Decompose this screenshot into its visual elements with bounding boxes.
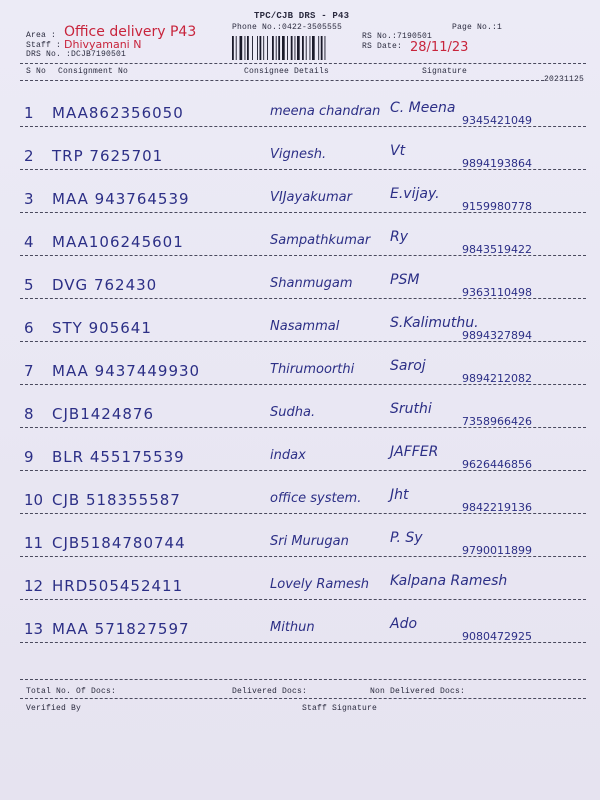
consignment-number: CJB 518355587	[52, 491, 181, 509]
row-divider	[20, 298, 586, 299]
date-stamp: 20231125	[544, 75, 585, 84]
row-divider	[20, 341, 586, 342]
delivery-row	[0, 268, 600, 308]
consignment-number: MAA 943764539	[52, 190, 190, 208]
recipient-signature: Vt	[390, 143, 406, 159]
consignee-name: Nasammal	[270, 319, 340, 334]
delivery-row	[0, 397, 600, 437]
column-sno: S No	[26, 67, 47, 76]
recipient-signature: Sruthi	[390, 401, 432, 417]
footer-divider-top	[20, 679, 586, 680]
recipient-signature: PSM	[390, 272, 420, 288]
row-divider	[20, 126, 586, 127]
serial-number: 12	[24, 577, 44, 595]
recipient-phone: 9894327894	[462, 329, 532, 342]
recipient-phone: 9894193864	[462, 157, 532, 170]
row-divider	[20, 169, 586, 170]
drs-number: DRS No. :DCJB7190501	[26, 50, 127, 59]
consignment-number: MAA 571827597	[52, 620, 190, 638]
consignment-number: CJB5184780744	[52, 534, 186, 552]
consignee-name: Sampathkumar	[270, 233, 371, 248]
consignee-name: Vignesh.	[270, 147, 327, 162]
recipient-signature: P. Sy	[390, 530, 423, 546]
recipient-phone: 9363110498	[462, 286, 532, 299]
recipient-phone: 9080472925	[462, 630, 532, 643]
delivery-row	[0, 96, 600, 136]
consignment-number: MAA 9437449930	[52, 362, 201, 380]
row-divider	[20, 556, 586, 557]
serial-number: 10	[24, 491, 44, 509]
delivery-row	[0, 612, 600, 652]
consignee-name: office system.	[270, 491, 362, 506]
recipient-phone: 9159980778	[462, 200, 532, 213]
sheet-title: TPC/CJB DRS - P43	[254, 11, 350, 21]
consignment-number: HRD505452411	[52, 577, 184, 595]
recipient-signature: C. Meena	[390, 100, 456, 116]
phone-number: Phone No.:0422-3505555	[232, 23, 343, 32]
consignee-name: meena chandran	[270, 104, 381, 119]
recipient-signature: E.vijay.	[390, 186, 440, 202]
column-signature: Signature	[422, 67, 468, 76]
rs-date-value: 28/11/23	[410, 40, 469, 55]
row-divider	[20, 642, 586, 643]
consignment-number: CJB1424876	[52, 405, 154, 423]
barcode	[232, 36, 356, 60]
serial-number: 1	[24, 104, 34, 122]
consignee-name: Shanmugam	[270, 276, 353, 291]
delivery-row	[0, 182, 600, 222]
recipient-phone: 9345421049	[462, 114, 532, 127]
serial-number: 6	[24, 319, 34, 337]
total-docs-label: Total No. Of Docs:	[26, 687, 117, 696]
verified-by-label: Verified By	[26, 704, 82, 713]
serial-number: 11	[24, 534, 44, 552]
rs-date-label: RS Date:	[362, 42, 403, 51]
consignment-number: MAA106245601	[52, 233, 184, 251]
recipient-signature: Saroj	[390, 358, 426, 374]
delivery-row	[0, 354, 600, 394]
row-divider	[20, 255, 586, 256]
delivery-row	[0, 569, 600, 609]
rs-number: RS No.:7190501	[362, 32, 433, 41]
recipient-signature: Ado	[390, 616, 418, 632]
serial-number: 13	[24, 620, 44, 638]
delivery-row	[0, 483, 600, 523]
recipient-signature: JAFFER	[390, 444, 439, 460]
area-label: Area :	[26, 31, 57, 40]
row-divider	[20, 470, 586, 471]
consignment-number: STY 905641	[52, 319, 152, 337]
consignee-name: Sudha.	[270, 405, 316, 420]
header-divider	[20, 63, 586, 64]
consignee-name: Mithun	[270, 620, 315, 635]
serial-number: 2	[24, 147, 34, 165]
recipient-phone: 9842219136	[462, 501, 532, 514]
serial-number: 5	[24, 276, 34, 294]
consignment-number: MAA862356050	[52, 104, 184, 122]
row-divider	[20, 427, 586, 428]
columns-divider	[20, 80, 544, 81]
consignee-name: Sri Murugan	[270, 534, 349, 549]
non-delivered-docs-label: Non Delivered Docs:	[370, 687, 466, 696]
delivery-row	[0, 225, 600, 265]
consignment-number: BLR 455175539	[52, 448, 185, 466]
page-number: Page No.:1	[452, 23, 503, 32]
serial-number: 7	[24, 362, 34, 380]
column-consignee: Consignee Details	[244, 67, 330, 76]
consignment-number: TRP 7625701	[52, 147, 164, 165]
row-divider	[20, 599, 586, 600]
consignee-name: Thirumoorthi	[270, 362, 355, 377]
recipient-signature: Jht	[390, 487, 409, 503]
consignment-number: DVG 762430	[52, 276, 158, 294]
row-divider	[20, 384, 586, 385]
recipient-phone: 7358966426	[462, 415, 532, 428]
staff-signature-label: Staff Signature	[302, 704, 378, 713]
footer-divider-bottom	[20, 698, 586, 699]
consignee-name: indax	[270, 448, 306, 463]
staff-label: Staff :	[26, 41, 62, 50]
recipient-phone: 9626446856	[462, 458, 532, 471]
area-value: Office delivery P43	[64, 24, 197, 40]
delivery-row	[0, 440, 600, 480]
delivery-row	[0, 526, 600, 566]
recipient-phone: 9790011899	[462, 544, 532, 557]
recipient-signature: Ry	[390, 229, 409, 245]
recipient-signature: Kalpana Ramesh	[390, 573, 508, 589]
delivery-row	[0, 311, 600, 351]
serial-number: 4	[24, 233, 34, 251]
recipient-phone: 9894212082	[462, 372, 532, 385]
row-divider	[20, 212, 586, 213]
consignee-name: Lovely Ramesh	[270, 577, 369, 592]
serial-number: 3	[24, 190, 34, 208]
delivered-docs-label: Delivered Docs:	[232, 687, 308, 696]
staff-value: Dhivyamani N	[64, 38, 142, 51]
consignee-name: VIJayakumar	[270, 190, 352, 205]
delivery-row	[0, 139, 600, 179]
column-consignment: Consignment No	[58, 67, 129, 76]
recipient-signature: S.Kalimuthu.	[390, 315, 479, 331]
serial-number: 9	[24, 448, 34, 466]
recipient-phone: 9843519422	[462, 243, 532, 256]
serial-number: 8	[24, 405, 34, 423]
row-divider	[20, 513, 586, 514]
